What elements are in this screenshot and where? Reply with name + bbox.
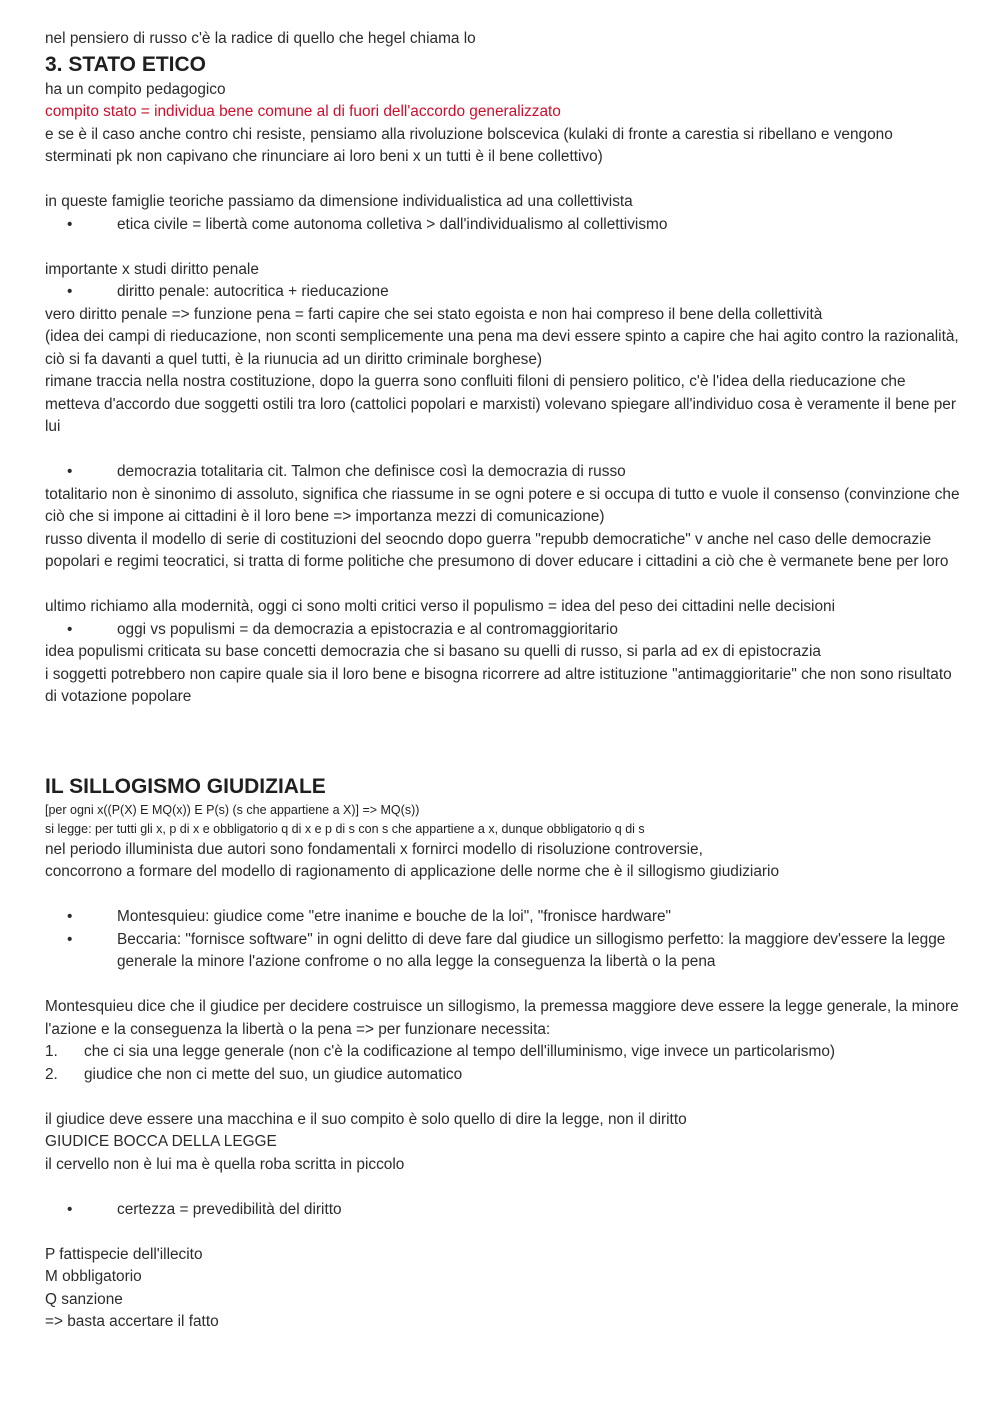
heading-stato-etico: 3. STATO ETICO — [45, 52, 207, 76]
item-text: giudice che non ci mette del suo, un giudice automatico — [84, 1065, 463, 1083]
item-text: che ci sia una legge generale (non c'è la codificazione al tempo dell'illuminismo, vige invece un particolarismo) — [84, 1043, 836, 1060]
spacer — [45, 574, 960, 597]
spacer — [45, 236, 960, 259]
paragraph: in queste famiglie teoriche passiamo da dimensione individualistica ad una collettivista — [45, 193, 633, 210]
paragraph: ultimo richiamo alla modernità, oggi ci sono molti critici verso il populismo = idea del peso dei cittadini nelle decisioni — [45, 598, 836, 615]
formula-line: [per ogni x((P(X) E MQ(x)) E P(s) (s che appartiene a X)] => MQ(s)) — [45, 802, 420, 817]
paragraph: importante x studi diritto penale — [45, 260, 259, 278]
bullet-icon: • — [67, 215, 73, 233]
spacer — [45, 1221, 960, 1244]
bullet-item — [45, 1199, 960, 1222]
paragraph: nel periodo illuminista due autori sono fondamentali x fornirci modello di risoluzione controversie, — [45, 840, 703, 858]
compito-line: ha un compito pedagogico — [45, 80, 226, 98]
spacer — [45, 884, 960, 907]
paragraph: e se è il caso anche contro chi resiste, pensiamo alla rivoluzione bolscevica (kulaki di fronte a carestia si ribellano e vengono sterminati pk non capivano che rinunciare ai loro beni x un tutti è il bene collettivo) — [45, 125, 893, 165]
bullet-text: oggi vs populismi = da democrazia a epistocrazia e al contromaggioritario — [117, 620, 618, 638]
bullet-text: Montesquieu: giudice come "etre inanime e bouche de la loi", "fronisce hardware" — [117, 908, 671, 925]
legend-line-q: Q sanzione — [45, 1290, 123, 1308]
bullet-text: certezza = prevedibilità del diritto — [117, 1200, 342, 1218]
item-number: 2. — [45, 1065, 58, 1083]
paragraph: rimane traccia nella nostra costituzione, dopo la guerra sono confluiti filoni di pensiero politico, c'è l'idea della rieducazione che metteva d'accordo due soggetti ostili tra loro (cattolici popolari e marxisti) volevano spiegare all'individuo cosa è veramente il bene per lui — [45, 373, 956, 435]
paragraph: vero diritto penale => funzione pena = farti capire che sei stato egoista e non hai compreso il bene della collettività — [45, 305, 823, 323]
numbered-item — [45, 1041, 960, 1064]
paragraph: (idea dei campi di rieducazione, non sconti semplicemente una pena ma devi essere spinto a capire che hai agito contro la razionalità, ciò si fa davanti a quel tutti, è la riunucia ad un diritto criminale borghese) — [45, 328, 959, 368]
paragraph: Montesquieu dice che il giudice per decidere costruisce un sillogismo, la premessa maggiore deve essere la legge generale, la minore l'azione e la conseguenza la libertà o la pena => per funzionare necessita: — [45, 998, 959, 1038]
section-spacer — [45, 709, 960, 773]
bullet-icon: • — [67, 930, 73, 948]
paragraph: idea populismi criticata su base concetti democrazia che si basano su quelli di russo, si parla ad ex di epistocrazia — [45, 643, 821, 660]
heading-sillogismo: IL SILLOGISMO GIUDIZIALE — [45, 774, 326, 798]
bullet-icon: • — [67, 463, 73, 480]
spacer — [45, 1086, 960, 1109]
numbered-item — [45, 1064, 960, 1087]
bullet-text: diritto penale: autocritica + rieducazione — [117, 283, 389, 300]
document-page — [45, 28, 960, 1334]
paragraph: i soggetti potrebbero non capire quale sia il loro bene e bisogna ricorrere ad altre istituzione "antimaggioritarie" che non sono risultato di votazione popolare — [45, 665, 952, 705]
bullet-item — [45, 906, 960, 929]
bullet-icon: • — [67, 620, 73, 638]
bullet-text: etica civile = libertà come autonoma colletiva > dall'individualismo al collettivismo — [117, 215, 668, 233]
bullet-item — [45, 619, 960, 642]
bullet-icon: • — [67, 908, 73, 925]
legend-line-m: M obbligatorio — [45, 1268, 142, 1285]
bullet-text: democrazia totalitaria cit. Talmon che definisce così la democrazia di russo — [117, 463, 626, 480]
bullet-item — [45, 281, 960, 304]
legend-line-p: P fattispecie dell'illecito — [45, 1245, 203, 1263]
conclusion-line: => basta accertare il fatto — [45, 1313, 219, 1330]
paragraph: russo diventa il modello di serie di costituzioni del seocndo dopo guerra "repubb democratiche" v anche nel caso delle democrazie popolari e regimi teocratici, si tratta di forme politiche che presumono di dover educare i cittadini a ciò che è vermanete bene per loro — [45, 530, 949, 570]
item-number: 1. — [45, 1043, 58, 1060]
paragraph: GIUDICE BOCCA DELLA LEGGE — [45, 1133, 277, 1150]
spacer — [45, 974, 960, 997]
paragraph: concorrono a formare del modello di ragionamento di applicazione delle norme che è il sillogismo giudiziario — [45, 863, 780, 880]
spacer — [45, 1176, 960, 1199]
paragraph: il cervello non è lui ma è quella roba scritta in piccolo — [45, 1155, 405, 1173]
paragraph: totalitario non è sinonimo di assoluto, significa che riassume in se ogni potere e si occupa di tutto e vuole il consenso (convinzione che ciò che si impone ai cittadini è il loro bene => importanza mezzi di comunicazione) — [45, 485, 960, 525]
spacer — [45, 169, 960, 192]
bullet-item — [45, 929, 960, 974]
bullet-icon: • — [67, 283, 73, 300]
bullet-text: Beccaria: "fornisce software" in ogni delitto di deve fare dal giudice un sillogismo perfetto: la maggiore dev'essere la legge generale la minore l'azione confrome o no alla legge la conseguenza la libertà o la pena — [117, 930, 946, 970]
bullet-item — [45, 461, 960, 484]
highlight-line: compito stato = individua bene comune al di fuori dell'accordo generalizzato — [45, 103, 561, 120]
bullet-item — [45, 214, 960, 237]
intro-line: nel pensiero di russo c'è la radice di quello che hegel chiama lo — [45, 30, 476, 47]
spacer — [45, 439, 960, 462]
paragraph: il giudice deve essere una macchina e il suo compito è solo quello di dire la legge, non il diritto — [45, 1110, 687, 1128]
formula-reading: si legge: per tutti gli x, p di x e obbligatorio q di x e p di s con s che appartiene a x, dunque obbligatorio q di s — [45, 821, 645, 836]
bullet-icon: • — [67, 1200, 73, 1218]
